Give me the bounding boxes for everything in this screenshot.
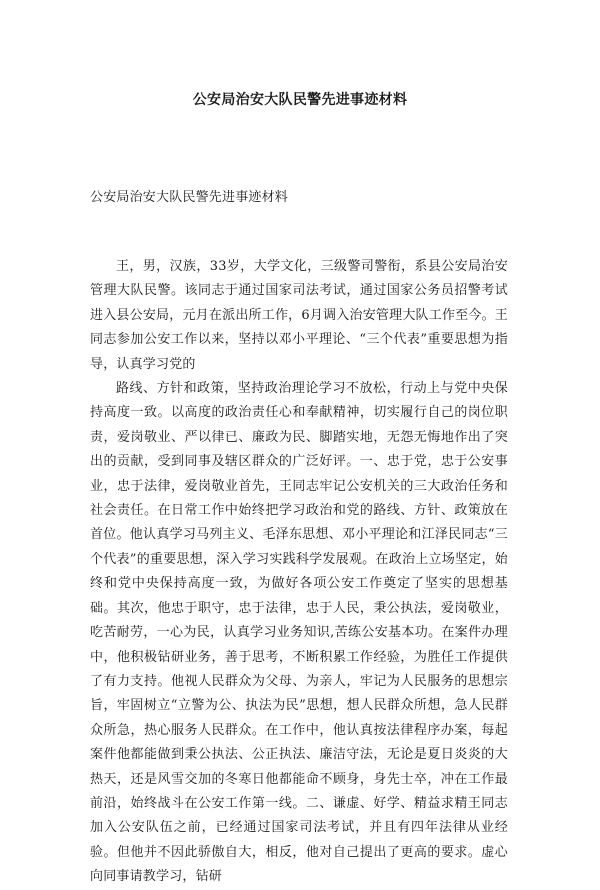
document-body xyxy=(90,255,508,890)
document-title: 公安局治安大队民警先进事迹材料 xyxy=(192,92,408,108)
document-subtitle: 公安局治安大队民警先进事迹材料 xyxy=(90,190,289,205)
body-paragraph: 王，男，汉族，33岁，大学文化，三级警司警衔，系县公安局治安管理大队民警。该同志于通过国家司法考试，通过国家公务员招警考试进入县公安局，元月在派出所工作，6月调入治安管理大队工作至今。王同志参加公安工作以来，坚持以邓小平理论、“三个代表”重要思想为指导，认真学习党的 xyxy=(90,259,508,372)
body-paragraph: 路线、方针和政策，坚持政治理论学习不放松，行动上与党中央保持高度一致。以高度的政治责任心和奉献精神，切实履行自己的岗位职责，爱岗敬业、严以律已、廉政为民、脚踏实地，无怨无悔地作出了突出的贡献，受到同事及辖区群众的广泛好评。一、忠于党，忠于公安事业，忠于法律，爱岗敬业首先，王同志牢记公安机关的三大政治任务和社会责任。在日常工作中始终把学习政治和党的路线、方针、政策放在首位。他认真学习马列主义、毛泽东思想、邓小平理论和江泽民同志“三个代表”的重要思想，深入学习实践科学发展观。在政治上立场坚定，始终和党中央保持高度一致，为做好各项公安工作奠定了坚实的思想基础。其次，他忠于职守，忠于法律，忠于人民，秉公执法，爱岗敬业，吃苦耐劳，一心为民，认真学习业务知识,苦练公安基本功。在案件办理中，他积极钻研业务，善于思考，不断积累工作经验，为胜任工作提供了有力支持。他视人民群众为父母、为亲人，牢记为人民服务的思想宗旨，牢固树立“立警为公、执法为民”思想，想人民群众所想，急人民群众所急，热心服务人民群众。在工作中，他认真按法律程序办案，每起案件他都能做到秉公执法、公正执法、廉洁守法，无论是夏日炎炎的大热天，还是风雪交加的冬寒日他都能命不顾身，身先士卒，冲在工作最前沿，始终战斗在公安工作第一线。二、谦虚、好学、精益求精王同志加入公安队伍之前，已经通过国家司法考试，并且有四年法律从业经验。但他并不因此骄傲自大，相反，他对自己提出了更高的要求。虚心向同事请教学习，钻研 xyxy=(90,381,508,885)
